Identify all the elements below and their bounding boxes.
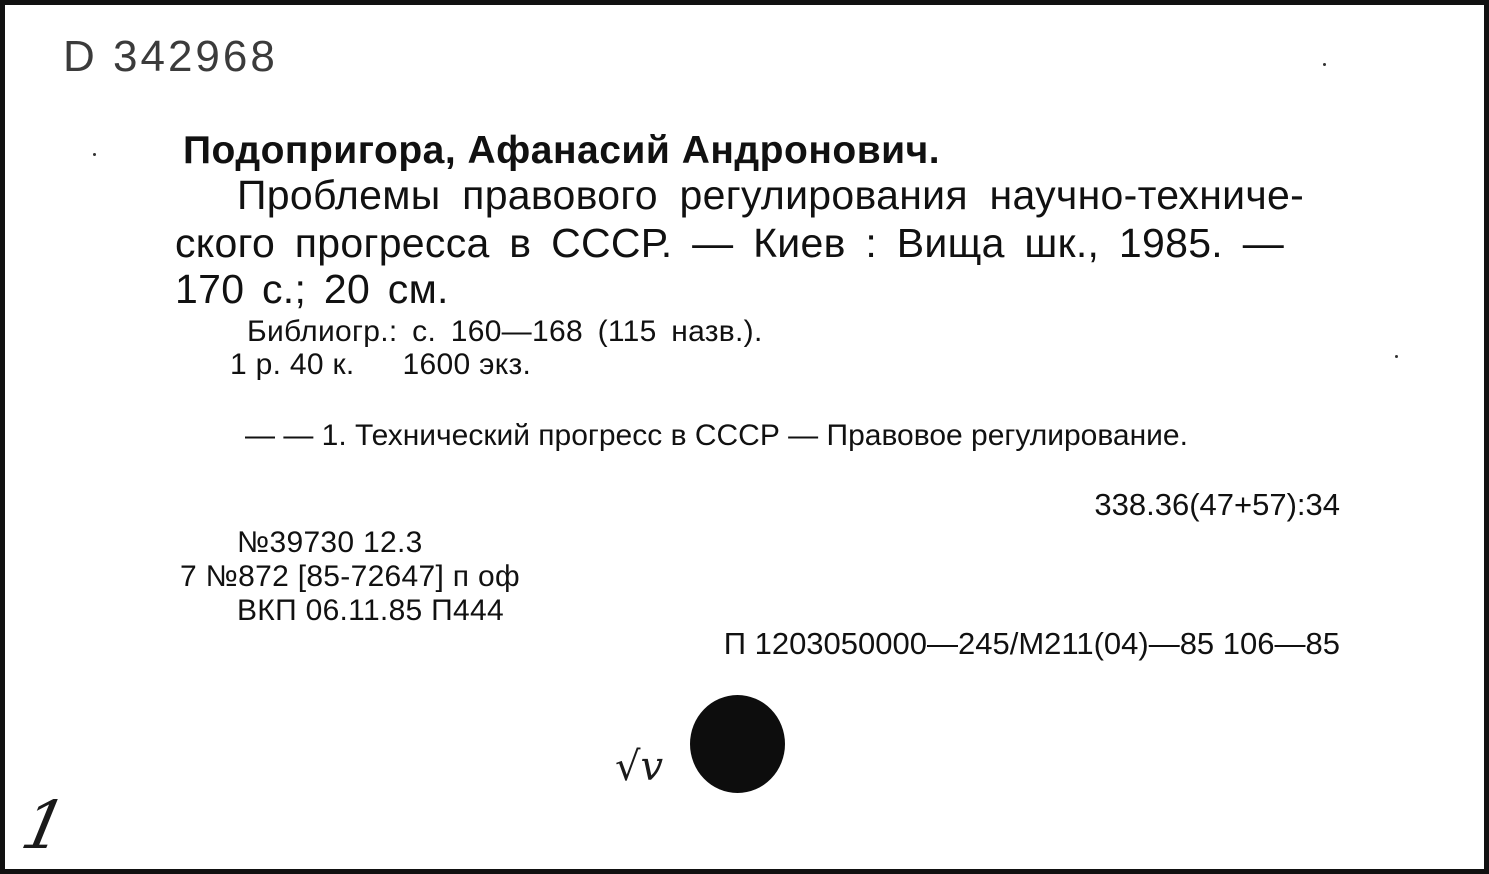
title-line-2: ского прогресса в СССР. — Киев : Вища шк., 1985. — [175, 220, 1284, 266]
index-code: П 1203050000—245/М211(04)—85 106—85 [723, 626, 1340, 661]
title-line-3: 170 с.; 20 см. [175, 266, 449, 312]
speck-mark [1395, 355, 1398, 358]
subject-heading: — — 1. Технический прогресс в СССР — Правовое регулирование. [245, 419, 1188, 452]
speck-mark [1323, 63, 1326, 66]
registration-line-1: №39730 12.3 [237, 526, 423, 559]
udc-code: 338.36(47+57):34 [1094, 487, 1340, 522]
registration-line-3: ВКП 06.11.85 П444 [237, 594, 504, 627]
title-line-1: Проблемы правового регулирования научно-техниче- [237, 172, 1305, 218]
speck-mark [93, 153, 96, 156]
registration-line-2: 7 №872 [85-72647] п оф [180, 560, 520, 593]
price: 1 р. 40 к. [230, 348, 355, 381]
bibliography-note: Библиогр.: с. 160—168 (115 назв.). [247, 315, 763, 348]
handwritten-mark: √v [615, 744, 664, 790]
handwritten-number: 1 [14, 787, 74, 864]
punched-dot [690, 695, 785, 793]
author-heading: Подопригора, Афанасий Андронович. [183, 129, 941, 172]
price-line [230, 350, 531, 380]
inventory-number: D 342968 [63, 32, 278, 81]
copies: 1600 экз. [402, 348, 532, 381]
